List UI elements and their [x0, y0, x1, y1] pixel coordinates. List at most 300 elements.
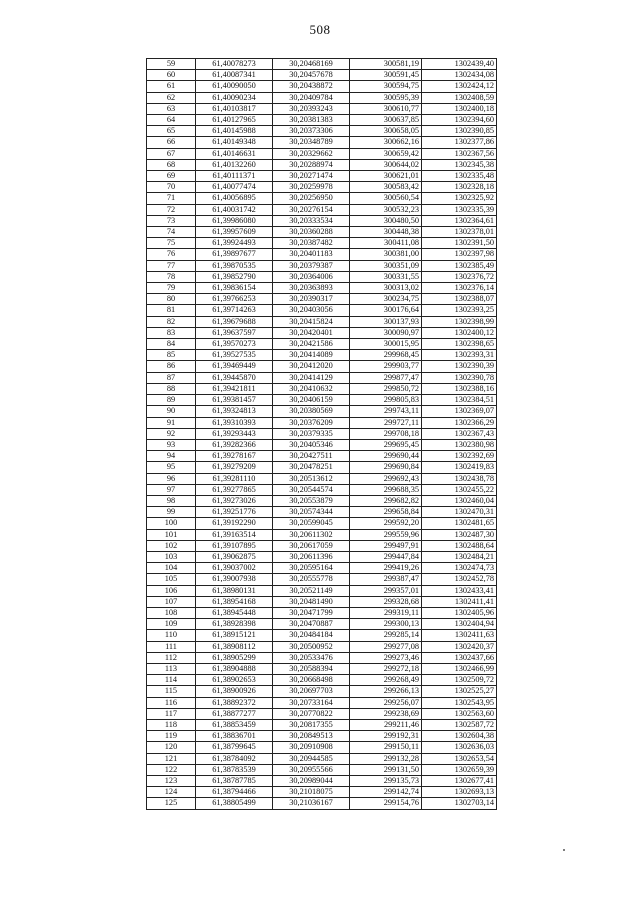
y-coordinate-cell: 1302437,66 [422, 652, 497, 663]
table-row [147, 798, 497, 809]
longitude-cell: 30,20595164 [273, 563, 350, 574]
table-row [147, 238, 497, 249]
point-number-cell: 75 [147, 238, 196, 249]
latitude-cell: 61,40087341 [196, 70, 273, 81]
x-coordinate-cell: 299131,50 [350, 764, 422, 775]
latitude-cell: 61,40146631 [196, 148, 273, 159]
latitude-cell: 61,40090234 [196, 92, 273, 103]
longitude-cell: 30,20481490 [273, 596, 350, 607]
y-coordinate-cell: 1302525,27 [422, 686, 497, 697]
point-number-cell: 65 [147, 126, 196, 137]
point-number-cell: 87 [147, 372, 196, 383]
y-coordinate-cell: 1302438,78 [422, 473, 497, 484]
latitude-cell: 61,38794466 [196, 787, 273, 798]
longitude-cell: 30,20849513 [273, 731, 350, 742]
table-row [147, 462, 497, 473]
point-number-cell: 82 [147, 316, 196, 327]
longitude-cell: 30,20360288 [273, 227, 350, 238]
point-number-cell: 61 [147, 81, 196, 92]
table-row [147, 283, 497, 294]
longitude-cell: 30,20470887 [273, 619, 350, 630]
longitude-cell: 30,20379335 [273, 428, 350, 439]
point-number-cell: 80 [147, 294, 196, 305]
y-coordinate-cell: 1302377,86 [422, 137, 497, 148]
point-number-cell: 99 [147, 507, 196, 518]
point-number-cell: 113 [147, 663, 196, 674]
x-coordinate-cell: 300560,54 [350, 193, 422, 204]
y-coordinate-cell: 1302390,85 [422, 126, 497, 137]
latitude-cell: 61,40031742 [196, 204, 273, 215]
x-coordinate-cell: 300176,64 [350, 305, 422, 316]
latitude-cell: 61,38980131 [196, 585, 273, 596]
y-coordinate-cell: 1302394,60 [422, 115, 497, 126]
point-number-cell: 117 [147, 708, 196, 719]
y-coordinate-cell: 1302452,78 [422, 574, 497, 585]
latitude-cell: 61,39766253 [196, 294, 273, 305]
x-coordinate-cell: 299850,72 [350, 383, 422, 394]
latitude-cell: 61,39007938 [196, 574, 273, 585]
latitude-cell: 61,39281110 [196, 473, 273, 484]
y-coordinate-cell: 1302433,41 [422, 585, 497, 596]
table-row [147, 59, 497, 70]
x-coordinate-cell: 300583,42 [350, 182, 422, 193]
table-row [147, 439, 497, 450]
table-row [147, 339, 497, 350]
x-coordinate-cell: 300621,01 [350, 171, 422, 182]
longitude-cell: 30,20363893 [273, 283, 350, 294]
x-coordinate-cell: 300595,39 [350, 92, 422, 103]
table-row [147, 630, 497, 641]
latitude-cell: 61,38853459 [196, 719, 273, 730]
longitude-cell: 30,20333534 [273, 215, 350, 226]
table-row [147, 731, 497, 742]
longitude-cell: 30,20611302 [273, 529, 350, 540]
longitude-cell: 30,20387482 [273, 238, 350, 249]
x-coordinate-cell: 299497,91 [350, 540, 422, 551]
point-number-cell: 78 [147, 271, 196, 282]
point-number-cell: 69 [147, 171, 196, 182]
longitude-cell: 30,20403056 [273, 305, 350, 316]
y-coordinate-cell: 1302397,98 [422, 249, 497, 260]
x-coordinate-cell: 300313,02 [350, 283, 422, 294]
longitude-cell: 30,20348789 [273, 137, 350, 148]
x-coordinate-cell: 299192,31 [350, 731, 422, 742]
table-row [147, 327, 497, 338]
x-coordinate-cell: 299272,18 [350, 663, 422, 674]
x-coordinate-cell: 299319,11 [350, 607, 422, 618]
latitude-cell: 61,39277865 [196, 484, 273, 495]
latitude-cell: 61,40145988 [196, 126, 273, 137]
latitude-cell: 61,38877277 [196, 708, 273, 719]
x-coordinate-cell: 299238,69 [350, 708, 422, 719]
point-number-cell: 77 [147, 260, 196, 271]
y-coordinate-cell: 1302393,31 [422, 350, 497, 361]
x-coordinate-cell: 299211,46 [350, 719, 422, 730]
table-row [147, 753, 497, 764]
table-row [147, 776, 497, 787]
latitude-cell: 61,39852790 [196, 271, 273, 282]
table-row [147, 81, 497, 92]
point-number-cell: 103 [147, 551, 196, 562]
x-coordinate-cell: 299658,84 [350, 507, 422, 518]
table-row [147, 596, 497, 607]
point-number-cell: 66 [147, 137, 196, 148]
y-coordinate-cell: 1302604,38 [422, 731, 497, 742]
table-row [147, 372, 497, 383]
point-number-cell: 88 [147, 383, 196, 394]
latitude-cell: 61,39278167 [196, 451, 273, 462]
table-row [147, 540, 497, 551]
longitude-cell: 30,20256950 [273, 193, 350, 204]
y-coordinate-cell: 1302384,51 [422, 395, 497, 406]
y-coordinate-cell: 1302420,37 [422, 641, 497, 652]
latitude-cell: 61,39282366 [196, 439, 273, 450]
y-coordinate-cell: 1302376,72 [422, 271, 497, 282]
y-coordinate-cell: 1302587,72 [422, 719, 497, 730]
latitude-cell: 61,40090050 [196, 81, 273, 92]
point-number-cell: 105 [147, 574, 196, 585]
point-number-cell: 114 [147, 675, 196, 686]
table-row [147, 260, 497, 271]
latitude-cell: 61,38784092 [196, 753, 273, 764]
longitude-cell: 30,20414129 [273, 372, 350, 383]
point-number-cell: 89 [147, 395, 196, 406]
table-row [147, 585, 497, 596]
y-coordinate-cell: 1302390,78 [422, 372, 497, 383]
x-coordinate-cell: 299743,11 [350, 406, 422, 417]
latitude-cell: 61,40056895 [196, 193, 273, 204]
longitude-cell: 30,20415824 [273, 316, 350, 327]
table-row [147, 227, 497, 238]
latitude-cell: 61,39192290 [196, 518, 273, 529]
table-row [147, 551, 497, 562]
longitude-cell: 30,20555778 [273, 574, 350, 585]
longitude-cell: 30,20471799 [273, 607, 350, 618]
y-coordinate-cell: 1302393,25 [422, 305, 497, 316]
table-row [147, 159, 497, 170]
coordinates-table [146, 58, 497, 810]
x-coordinate-cell: 299277,08 [350, 641, 422, 652]
y-coordinate-cell: 1302636,03 [422, 742, 497, 753]
latitude-cell: 61,38805499 [196, 798, 273, 809]
y-coordinate-cell: 1302385,49 [422, 260, 497, 271]
latitude-cell: 61,38904888 [196, 663, 273, 674]
latitude-cell: 61,39679688 [196, 316, 273, 327]
longitude-cell: 30,20373306 [273, 126, 350, 137]
longitude-cell: 30,20276154 [273, 204, 350, 215]
x-coordinate-cell: 299447,84 [350, 551, 422, 562]
latitude-cell: 61,38836701 [196, 731, 273, 742]
latitude-cell: 61,39897677 [196, 249, 273, 260]
longitude-cell: 30,20401183 [273, 249, 350, 260]
latitude-cell: 61,39273026 [196, 495, 273, 506]
y-coordinate-cell: 1302400,18 [422, 103, 497, 114]
table-row [147, 215, 497, 226]
x-coordinate-cell: 299285,14 [350, 630, 422, 641]
point-number-cell: 106 [147, 585, 196, 596]
y-coordinate-cell: 1302380,98 [422, 439, 497, 450]
y-coordinate-cell: 1302398,65 [422, 339, 497, 350]
table-row [147, 507, 497, 518]
longitude-cell: 30,20421586 [273, 339, 350, 350]
x-coordinate-cell: 299419,26 [350, 563, 422, 574]
point-number-cell: 109 [147, 619, 196, 630]
longitude-cell: 30,20376209 [273, 417, 350, 428]
y-coordinate-cell: 1302439,40 [422, 59, 497, 70]
latitude-cell: 61,39251776 [196, 507, 273, 518]
table-row [147, 361, 497, 372]
table-row [147, 271, 497, 282]
latitude-cell: 61,38783539 [196, 764, 273, 775]
x-coordinate-cell: 300662,16 [350, 137, 422, 148]
table-row [147, 697, 497, 708]
y-coordinate-cell: 1302509,72 [422, 675, 497, 686]
point-number-cell: 123 [147, 776, 196, 787]
point-number-cell: 62 [147, 92, 196, 103]
longitude-cell: 30,20288974 [273, 159, 350, 170]
x-coordinate-cell: 299692,43 [350, 473, 422, 484]
x-coordinate-cell: 299132,28 [350, 753, 422, 764]
latitude-cell: 61,39836154 [196, 283, 273, 294]
x-coordinate-cell: 300480,50 [350, 215, 422, 226]
y-coordinate-cell: 1302404,94 [422, 619, 497, 630]
point-number-cell: 70 [147, 182, 196, 193]
latitude-cell: 61,38905299 [196, 652, 273, 663]
x-coordinate-cell: 299154,76 [350, 798, 422, 809]
x-coordinate-cell: 299708,18 [350, 428, 422, 439]
y-coordinate-cell: 1302693,13 [422, 787, 497, 798]
x-coordinate-cell: 300658,05 [350, 126, 422, 137]
x-coordinate-cell: 299256,07 [350, 697, 422, 708]
page-number: 508 [309, 22, 331, 37]
point-number-cell: 96 [147, 473, 196, 484]
point-number-cell: 121 [147, 753, 196, 764]
x-coordinate-cell: 300331,55 [350, 271, 422, 282]
y-coordinate-cell: 1302488,64 [422, 540, 497, 551]
latitude-cell: 61,39279209 [196, 462, 273, 473]
latitude-cell: 61,40111371 [196, 171, 273, 182]
table-row [147, 148, 497, 159]
point-number-cell: 104 [147, 563, 196, 574]
longitude-cell: 30,20955566 [273, 764, 350, 775]
latitude-cell: 61,38908112 [196, 641, 273, 652]
x-coordinate-cell: 300090,97 [350, 327, 422, 338]
latitude-cell: 61,38945448 [196, 607, 273, 618]
table-row [147, 675, 497, 686]
longitude-cell: 30,20412020 [273, 361, 350, 372]
longitude-cell: 30,21036167 [273, 798, 350, 809]
longitude-cell: 30,20364006 [273, 271, 350, 282]
x-coordinate-cell: 300448,38 [350, 227, 422, 238]
longitude-cell: 30,20989044 [273, 776, 350, 787]
longitude-cell: 30,20944585 [273, 753, 350, 764]
y-coordinate-cell: 1302391,50 [422, 238, 497, 249]
y-coordinate-cell: 1302424,12 [422, 81, 497, 92]
x-coordinate-cell: 299903,77 [350, 361, 422, 372]
latitude-cell: 61,39445870 [196, 372, 273, 383]
latitude-cell: 61,39469449 [196, 361, 273, 372]
point-number-cell: 119 [147, 731, 196, 742]
y-coordinate-cell: 1302398,99 [422, 316, 497, 327]
longitude-cell: 30,20668498 [273, 675, 350, 686]
table-row [147, 473, 497, 484]
x-coordinate-cell: 300644,02 [350, 159, 422, 170]
point-number-cell: 115 [147, 686, 196, 697]
x-coordinate-cell: 300581,19 [350, 59, 422, 70]
longitude-cell: 30,20457678 [273, 70, 350, 81]
latitude-cell: 61,39870535 [196, 260, 273, 271]
longitude-cell: 30,20414089 [273, 350, 350, 361]
latitude-cell: 61,39037002 [196, 563, 273, 574]
point-number-cell: 97 [147, 484, 196, 495]
longitude-cell: 30,20617059 [273, 540, 350, 551]
point-number-cell: 98 [147, 495, 196, 506]
longitude-cell: 30,20770822 [273, 708, 350, 719]
point-number-cell: 86 [147, 361, 196, 372]
longitude-cell: 30,20544574 [273, 484, 350, 495]
x-coordinate-cell: 300015,95 [350, 339, 422, 350]
longitude-cell: 30,20468169 [273, 59, 350, 70]
longitude-cell: 30,20533476 [273, 652, 350, 663]
longitude-cell: 30,20733164 [273, 697, 350, 708]
y-coordinate-cell: 1302481,65 [422, 518, 497, 529]
point-number-cell: 85 [147, 350, 196, 361]
x-coordinate-cell: 300381,00 [350, 249, 422, 260]
table-row [147, 103, 497, 114]
table-row [147, 171, 497, 182]
latitude-cell: 61,38900926 [196, 686, 273, 697]
x-coordinate-cell: 299968,45 [350, 350, 422, 361]
y-coordinate-cell: 1302543,95 [422, 697, 497, 708]
point-number-cell: 68 [147, 159, 196, 170]
y-coordinate-cell: 1302328,18 [422, 182, 497, 193]
y-coordinate-cell: 1302366,29 [422, 417, 497, 428]
point-number-cell: 125 [147, 798, 196, 809]
x-coordinate-cell: 300591,45 [350, 70, 422, 81]
y-coordinate-cell: 1302653,54 [422, 753, 497, 764]
latitude-cell: 61,40132260 [196, 159, 273, 170]
table-row [147, 193, 497, 204]
table-row [147, 484, 497, 495]
longitude-cell: 30,20484184 [273, 630, 350, 641]
latitude-cell: 61,38954168 [196, 596, 273, 607]
x-coordinate-cell: 299273,46 [350, 652, 422, 663]
point-number-cell: 74 [147, 227, 196, 238]
latitude-cell: 61,38902653 [196, 675, 273, 686]
table-row [147, 249, 497, 260]
longitude-cell: 30,20380569 [273, 406, 350, 417]
longitude-cell: 30,20410632 [273, 383, 350, 394]
longitude-cell: 30,20697703 [273, 686, 350, 697]
longitude-cell: 30,20574344 [273, 507, 350, 518]
table-row [147, 764, 497, 775]
y-coordinate-cell: 1302419,83 [422, 462, 497, 473]
table-row [147, 115, 497, 126]
x-coordinate-cell: 299142,74 [350, 787, 422, 798]
point-number-cell: 108 [147, 607, 196, 618]
scan-speck [563, 849, 565, 851]
longitude-cell: 30,20271474 [273, 171, 350, 182]
longitude-cell: 30,20438872 [273, 81, 350, 92]
x-coordinate-cell: 299559,96 [350, 529, 422, 540]
y-coordinate-cell: 1302460,04 [422, 495, 497, 506]
table-row [147, 619, 497, 630]
y-coordinate-cell: 1302434,08 [422, 70, 497, 81]
x-coordinate-cell: 299300,13 [350, 619, 422, 630]
y-coordinate-cell: 1302411,41 [422, 596, 497, 607]
table-row [147, 641, 497, 652]
x-coordinate-cell: 299877,47 [350, 372, 422, 383]
table-row [147, 428, 497, 439]
point-number-cell: 76 [147, 249, 196, 260]
point-number-cell: 90 [147, 406, 196, 417]
x-coordinate-cell: 299328,68 [350, 596, 422, 607]
x-coordinate-cell: 299135,73 [350, 776, 422, 787]
latitude-cell: 61,39570273 [196, 339, 273, 350]
longitude-cell: 30,20599045 [273, 518, 350, 529]
y-coordinate-cell: 1302388,07 [422, 294, 497, 305]
y-coordinate-cell: 1302378,01 [422, 227, 497, 238]
point-number-cell: 60 [147, 70, 196, 81]
point-number-cell: 116 [147, 697, 196, 708]
y-coordinate-cell: 1302563,60 [422, 708, 497, 719]
y-coordinate-cell: 1302405,96 [422, 607, 497, 618]
point-number-cell: 71 [147, 193, 196, 204]
table-row [147, 350, 497, 361]
y-coordinate-cell: 1302364,61 [422, 215, 497, 226]
table-row [147, 316, 497, 327]
x-coordinate-cell: 299357,01 [350, 585, 422, 596]
y-coordinate-cell: 1302392,69 [422, 451, 497, 462]
x-coordinate-cell: 300594,75 [350, 81, 422, 92]
latitude-cell: 61,39527535 [196, 350, 273, 361]
table-row [147, 204, 497, 215]
longitude-cell: 30,20405346 [273, 439, 350, 450]
y-coordinate-cell: 1302659,39 [422, 764, 497, 775]
x-coordinate-cell: 299688,35 [350, 484, 422, 495]
x-coordinate-cell: 300234,75 [350, 294, 422, 305]
y-coordinate-cell: 1302335,48 [422, 171, 497, 182]
table-row [147, 787, 497, 798]
longitude-cell: 30,21018075 [273, 787, 350, 798]
table-row [147, 495, 497, 506]
latitude-cell: 61,39324813 [196, 406, 273, 417]
y-coordinate-cell: 1302487,30 [422, 529, 497, 540]
table-row [147, 92, 497, 103]
longitude-cell: 30,20588394 [273, 663, 350, 674]
latitude-cell: 61,39957609 [196, 227, 273, 238]
x-coordinate-cell: 299690,84 [350, 462, 422, 473]
point-number-cell: 107 [147, 596, 196, 607]
longitude-cell: 30,20427511 [273, 451, 350, 462]
x-coordinate-cell: 300659,42 [350, 148, 422, 159]
latitude-cell: 61,39381457 [196, 395, 273, 406]
table-row [147, 663, 497, 674]
table-row [147, 708, 497, 719]
x-coordinate-cell: 299805,83 [350, 395, 422, 406]
point-number-cell: 63 [147, 103, 196, 114]
y-coordinate-cell: 1302474,73 [422, 563, 497, 574]
table-row [147, 529, 497, 540]
y-coordinate-cell: 1302703,14 [422, 798, 497, 809]
table-row [147, 518, 497, 529]
longitude-cell: 30,20420401 [273, 327, 350, 338]
y-coordinate-cell: 1302390,39 [422, 361, 497, 372]
x-coordinate-cell: 300610,77 [350, 103, 422, 114]
longitude-cell: 30,20259978 [273, 182, 350, 193]
latitude-cell: 61,39924493 [196, 238, 273, 249]
latitude-cell: 61,38787785 [196, 776, 273, 787]
